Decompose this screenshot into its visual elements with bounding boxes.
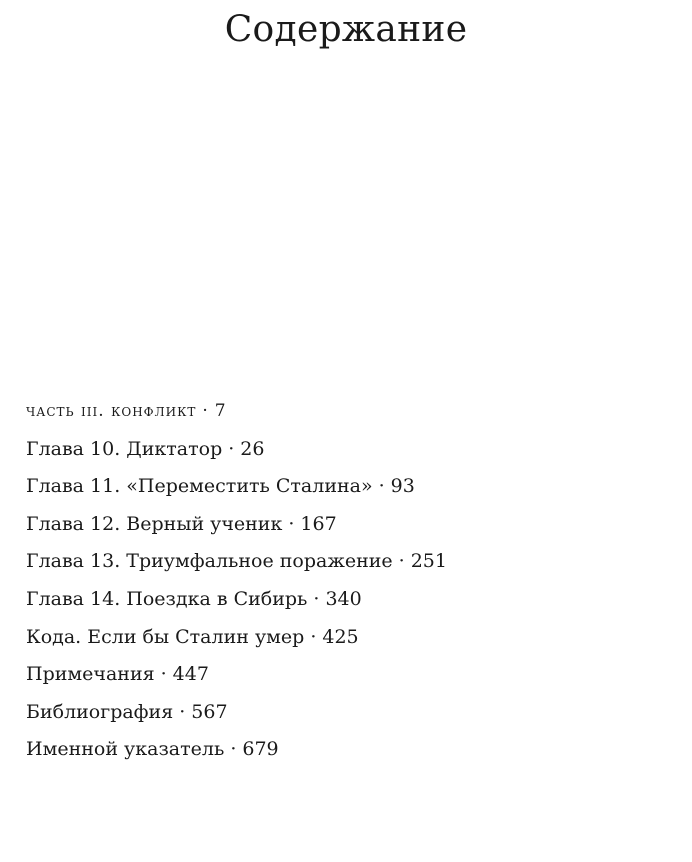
toc-entry-label: Глава 10. Диктатор (26, 437, 223, 460)
toc-entry-coda[interactable] (26, 624, 666, 662)
toc-separator: · (288, 512, 295, 535)
toc-entry-page: 167 (300, 512, 337, 535)
toc-separator: · (313, 587, 320, 610)
toc-entry-page: 425 (322, 625, 359, 648)
toc-entry-chapter-14[interactable] (26, 586, 666, 624)
toc-entry-label: Именной указатель (26, 738, 225, 761)
toc-entry-part-3[interactable] (26, 398, 666, 436)
toc-entry-notes[interactable] (26, 661, 666, 699)
toc-separator: · (230, 738, 237, 761)
toc-entry-chapter-13[interactable] (26, 548, 666, 586)
toc-entry-label: Кода. Если бы Сталин умер (26, 625, 305, 648)
toc-entry-page: 447 (172, 663, 209, 686)
toc-entry-bibliography[interactable] (26, 699, 666, 737)
toc-separator: · (398, 550, 405, 573)
toc-entry-chapter-10[interactable] (26, 436, 666, 474)
toc-entry-name-index[interactable] (26, 736, 666, 774)
toc-separator: · (179, 700, 186, 723)
page-title: Содержание (224, 9, 468, 50)
toc-separator: · (160, 663, 167, 686)
toc-entry-label: Библиография (26, 700, 174, 723)
toc-entry-label: Глава 12. Верный ученик (26, 512, 283, 535)
toc-entry-chapter-11[interactable] (26, 473, 666, 511)
toc-entry-chapter-12[interactable] (26, 511, 666, 549)
toc-separator: · (228, 437, 235, 460)
toc-entry-label: часть iii. конфликт (26, 401, 197, 421)
toc-entry-page: 251 (410, 550, 447, 573)
toc-separator: · (310, 625, 317, 648)
toc-entry-page: 7 (214, 401, 227, 421)
toc-separator: · (378, 475, 385, 498)
toc-entry-page: 679 (242, 738, 279, 761)
toc-entry-page: 567 (191, 700, 228, 723)
table-of-contents (26, 398, 666, 774)
toc-entry-page: 26 (240, 437, 265, 460)
toc-entry-label: Глава 11. «Переместить Сталина» (26, 475, 373, 498)
toc-entry-label: Глава 14. Поездка в Сибирь (26, 587, 308, 610)
toc-entry-label: Примечания (26, 663, 155, 686)
toc-entry-page: 93 (390, 475, 415, 498)
toc-entry-page: 340 (325, 587, 362, 610)
toc-separator: · (202, 401, 209, 421)
toc-entry-label: Глава 13. Триумфальное поражение (26, 550, 393, 573)
